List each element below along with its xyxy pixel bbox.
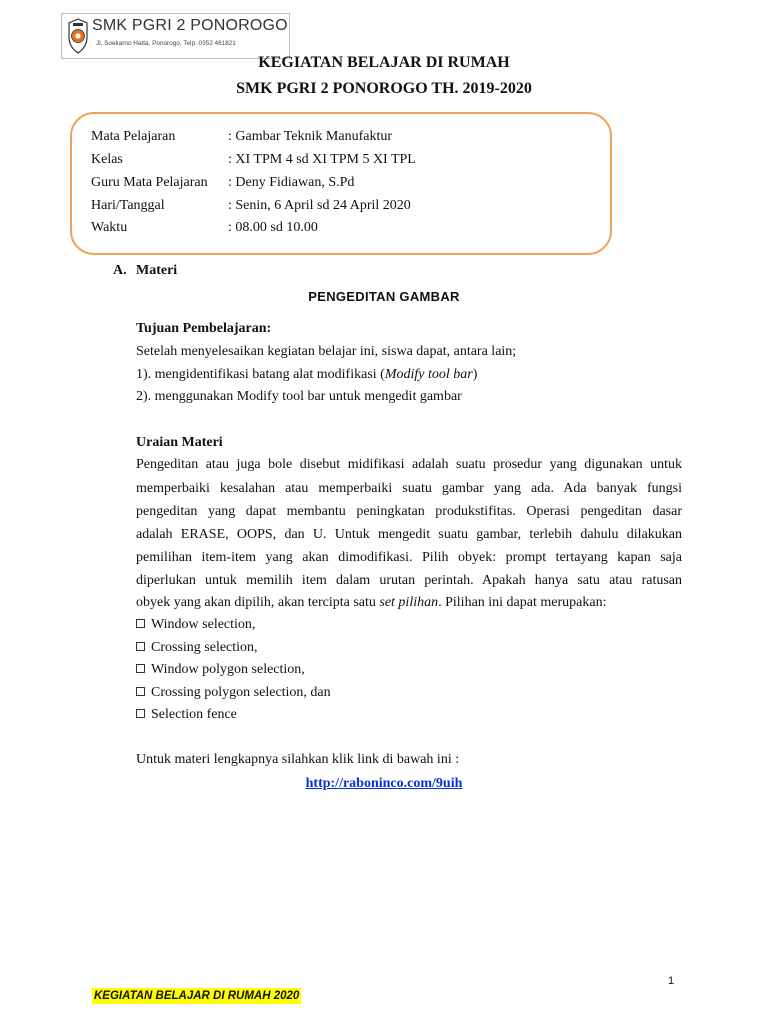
material-paragraph-line: pengeditan yang dapat membantu peningkatan produkstifitas. Operasi pengeditan dasar: [136, 504, 682, 519]
info-row-subject: [91, 129, 392, 145]
list-item-text: Window polygon selection,: [151, 662, 305, 677]
info-row-class: [91, 152, 416, 168]
topic-heading: PENGEDITAN GAMBAR: [308, 289, 460, 304]
objective-item-1: [136, 367, 477, 383]
material-last-italic: set pilihan: [379, 595, 439, 610]
checkbox-bullet-icon: [136, 619, 145, 628]
list-item: [136, 662, 305, 678]
info-label: Kelas: [91, 152, 123, 167]
school-seal-icon: [67, 17, 89, 55]
objective-item-1-suffix: ): [472, 367, 478, 382]
material-paragraph-last-line: [136, 595, 606, 611]
material-last-text: obyek yang akan dipilih, akan tercipta satu: [136, 595, 380, 610]
material-paragraph-line: adalah ERASE, OOPS, dan U. Untuk mengedit suatu gambar, terlebih dahulu dilakukan: [136, 527, 682, 542]
material-last-suffix: . Pilihan ini dapat merupakan:: [438, 595, 607, 610]
link-intro: Untuk materi lengkapnya silahkan klik link di bawah ini :: [136, 752, 460, 767]
list-item-text: Selection fence: [151, 707, 237, 722]
info-value: : Deny Fidiawan, S.Pd: [228, 175, 355, 190]
school-name: SMK PGRI 2 PONOROGO: [92, 17, 288, 34]
list-item: [136, 685, 331, 701]
info-label: Mata Pelajaran: [91, 129, 176, 144]
material-heading: Uraian Materi: [136, 435, 223, 450]
list-item: [136, 707, 237, 723]
info-value: : Senin, 6 April sd 24 April 2020: [228, 198, 411, 213]
school-address: Jl. Soekarno Hatta, Ponorogo, Telp. 0352 461821: [96, 40, 236, 47]
page-title: KEGIATAN BELAJAR DI RUMAH: [258, 54, 510, 71]
info-row-teacher: [91, 175, 354, 191]
list-item-text: Window selection,: [151, 617, 256, 632]
objective-item-2: 2). menggunakan Modify tool bar untuk mengedit gambar: [136, 389, 462, 404]
info-label: Guru Mata Pelajaran: [91, 175, 208, 190]
material-link[interactable]: http://raboninco.com/9uih: [305, 776, 463, 791]
checkbox-bullet-icon: [136, 687, 145, 696]
material-paragraph-line: diperlukan untuk memilih item dalam urutan perintah. Apakah hanya satu atau ratusan: [136, 573, 682, 588]
info-value: : Gambar Teknik Manufaktur: [228, 129, 392, 144]
school-logo-header: [61, 13, 290, 59]
info-label: Waktu: [91, 220, 128, 235]
list-item: [136, 640, 258, 656]
material-paragraph-line: pemilihan item-item yang akan dimodifikasi. Pilih obyek: prompt tertayang kapan saja: [136, 550, 682, 565]
objectives-heading: Tujuan Pembelajaran:: [136, 321, 272, 336]
material-paragraph-line: memperbaiki kesalahan atau memperbaiki suatu gambar yang ada. Ada banyak fungsi: [136, 481, 682, 496]
info-value: : 08.00 sd 10.00: [228, 220, 318, 235]
material-paragraph-line: Pengeditan atau juga bole disebut midifikasi adalah suatu prosedur yang digunakan untuk: [136, 457, 682, 472]
info-row-time: [91, 220, 318, 236]
checkbox-bullet-icon: [136, 664, 145, 673]
section-title: Materi: [136, 263, 178, 278]
page-subtitle: SMK PGRI 2 PONOROGO TH. 2019-2020: [236, 80, 532, 97]
section-letter: A.: [113, 263, 127, 278]
info-label: Hari/Tanggal: [91, 198, 165, 213]
list-item: [136, 617, 255, 633]
footer-label: KEGIATAN BELAJAR DI RUMAH 2020: [94, 990, 300, 1002]
checkbox-bullet-icon: [136, 642, 145, 651]
objective-item-1-italic: Modify tool bar: [384, 367, 473, 382]
page-number: 1: [668, 975, 675, 987]
objectives-intro: Setelah menyelesaikan kegiatan belajar ini, siswa dapat, antara lain;: [136, 344, 517, 359]
list-item-text: Crossing selection,: [151, 640, 258, 655]
info-row-date: [91, 198, 411, 214]
objective-item-1-text: 1). mengidentifikasi batang alat modifikasi (: [136, 367, 385, 382]
checkbox-bullet-icon: [136, 709, 145, 718]
list-item-text: Crossing polygon selection, dan: [151, 685, 331, 700]
info-value: : XI TPM 4 sd XI TPM 5 XI TPL: [228, 152, 416, 167]
